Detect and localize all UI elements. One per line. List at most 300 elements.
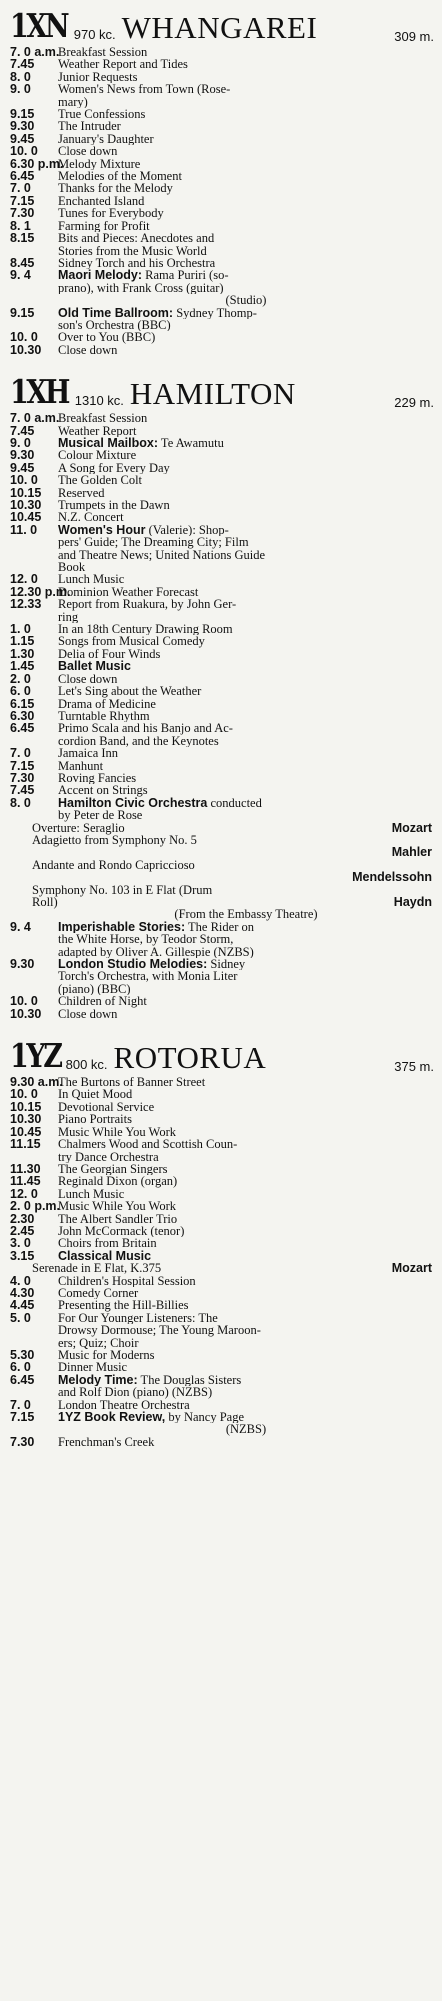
- station-name: ROTORUA: [113, 1040, 267, 1076]
- program-time: 7.45: [10, 423, 35, 438]
- program-feature-title: 1YZ Book Review,: [58, 1411, 166, 1424]
- program-row: [10, 1126, 434, 1138]
- program-row: [10, 474, 434, 486]
- program-description: Close down: [58, 343, 118, 357]
- program-time: [10, 1423, 58, 1435]
- program-time: 7. 0: [10, 1397, 31, 1412]
- program-time: 7.30: [10, 206, 35, 221]
- station-callsign: 1YZ: [10, 1036, 61, 1076]
- program-row: [10, 1225, 434, 1237]
- program-row: [10, 908, 434, 920]
- program-text: [58, 735, 434, 747]
- program-description: Comedy Corner: [58, 1286, 139, 1300]
- program-row: [10, 673, 434, 685]
- program-row: [10, 623, 434, 635]
- program-description: ring: [58, 610, 79, 624]
- program-text: [58, 232, 434, 244]
- program-text: [58, 1324, 434, 1336]
- program-row: [10, 58, 434, 70]
- program-description: Book: [58, 561, 86, 574]
- program-time: 7.30: [10, 770, 35, 785]
- program-time: 10.45: [10, 510, 42, 525]
- program-time: 9.30 a.m.: [10, 1075, 63, 1090]
- program-row: [10, 282, 434, 294]
- station-section: [10, 370, 434, 1020]
- program-row: [10, 1411, 434, 1423]
- program-description: Close down: [58, 1007, 118, 1021]
- program-description: try Dance Orchestra: [58, 1150, 159, 1163]
- program-description: Trumpets in the Dawn: [58, 499, 170, 512]
- station-wavelength: 229 m.: [394, 395, 434, 411]
- program-text: [58, 245, 434, 257]
- station-callsign: 1XH: [10, 372, 69, 412]
- station-name: WHANGAREI: [121, 10, 318, 45]
- program-description: Turntable Rhythm: [58, 709, 150, 723]
- program-row: [10, 809, 434, 821]
- program-time: 9.30: [10, 119, 35, 134]
- program-row: [10, 1337, 434, 1349]
- program-row: [10, 797, 434, 809]
- program-time: 7.45: [10, 783, 35, 798]
- program-row: [10, 46, 434, 58]
- program-description: Sidney: [207, 958, 246, 971]
- program-row: [10, 269, 434, 281]
- program-description: The Albert Sandler Trio: [58, 1212, 178, 1225]
- program-time: 4. 0: [10, 1273, 31, 1288]
- program-row: [10, 1151, 434, 1163]
- program-row: [10, 145, 434, 157]
- program-description: In an 18th Century Drawing Room: [58, 623, 233, 636]
- program-description: Weather Report: [58, 424, 137, 437]
- program-description: Junior Requests: [58, 70, 138, 84]
- station-frequency: 800 kc.: [65, 1057, 108, 1073]
- program-piece: Adagietto from Symphony No. 5: [32, 832, 197, 847]
- program-description: Frenchman's Creek: [58, 1435, 155, 1449]
- program-row: [10, 1113, 434, 1125]
- program-row: [10, 1138, 434, 1150]
- program-text: [58, 474, 434, 486]
- program-text: [58, 1008, 434, 1020]
- program-row: [10, 1361, 434, 1373]
- program-row: [10, 319, 434, 331]
- program-time: 5.30: [10, 1348, 35, 1362]
- program-row: [10, 524, 434, 536]
- program-text: [58, 1213, 434, 1225]
- program-time: [10, 809, 58, 821]
- program-text: [58, 83, 434, 95]
- program-composer: Haydn: [393, 895, 432, 909]
- program-row: [10, 1399, 434, 1411]
- program-description: Accent on Strings: [58, 784, 148, 797]
- program-time: 9. 0: [10, 435, 31, 450]
- program-time: 11.45: [10, 1174, 41, 1189]
- program-description: In Quiet Mood: [58, 1088, 133, 1101]
- program-text: [58, 1411, 434, 1423]
- program-time: 12. 0: [10, 1186, 38, 1201]
- program-text: [58, 1188, 434, 1200]
- program-row: [10, 1287, 434, 1299]
- program-time: 11. 0: [10, 522, 38, 537]
- station-section: [10, 4, 434, 356]
- program-description: mary): [58, 95, 88, 109]
- program-text: [58, 96, 434, 108]
- program-time: 1.30: [10, 646, 35, 661]
- program-text: [58, 958, 434, 970]
- program-row: [10, 648, 434, 660]
- program-text: [58, 71, 434, 83]
- program-description: Dinner Music: [58, 1361, 128, 1374]
- program-description: Children's Hospital Session: [58, 1274, 196, 1287]
- program-description: Lunch Music: [58, 1187, 125, 1201]
- program-composer: Mendelssohn: [352, 870, 432, 885]
- program-row: [10, 760, 434, 772]
- program-time: 1. 0: [10, 622, 31, 637]
- program-description: Sidney Torch and his Orchestra: [58, 256, 216, 270]
- program-text: [58, 307, 434, 319]
- program-row: [10, 1386, 434, 1398]
- program-text: [58, 1151, 434, 1163]
- program-description: Devotional Service: [58, 1100, 155, 1114]
- program-description: Sydney Thomp-: [173, 306, 257, 319]
- station-header: [10, 370, 434, 410]
- program-row: [10, 710, 434, 722]
- station-name: HAMILTON: [129, 376, 296, 412]
- program-row: [10, 207, 434, 219]
- program-time: 6.45: [10, 1372, 35, 1387]
- program-row: [10, 611, 434, 623]
- program-row: [10, 1423, 434, 1435]
- program-piece: [32, 871, 352, 883]
- station-wavelength: 309 m.: [394, 29, 434, 44]
- program-text: [58, 1163, 434, 1175]
- program-time: 7.30: [10, 1434, 35, 1449]
- station-callsign: 1XN: [10, 6, 68, 45]
- program-time: 7. 0 a.m.: [10, 45, 60, 59]
- program-time: 9.15: [10, 305, 35, 320]
- program-description: Music While You Work: [58, 1200, 176, 1213]
- program-description: The Intruder: [58, 120, 121, 133]
- program-row: [10, 1312, 434, 1324]
- program-description: Drowsy Dormouse; The Young Maroon-: [58, 1324, 261, 1337]
- program-description: Reginald Dixon (organ): [58, 1175, 178, 1188]
- program-time: 10.30: [10, 1112, 42, 1127]
- program-row: [10, 698, 434, 710]
- program-text: [58, 1399, 434, 1411]
- program-detail-row: [10, 834, 434, 846]
- program-description: N.Z. Concert: [58, 511, 124, 524]
- program-description: London Theatre Orchestra: [58, 1398, 190, 1412]
- program-description: Te Awamutu: [158, 436, 224, 450]
- program-detail-row: [10, 871, 434, 883]
- program-text: [58, 487, 434, 499]
- program-description: pers' Guide; The Dreaming City; Film: [58, 536, 249, 549]
- program-time: 9.30: [10, 448, 35, 463]
- program-piece: Serenade in E Flat, K.375: [32, 1261, 162, 1276]
- program-row: [10, 511, 434, 523]
- program-time: 6.45: [10, 721, 35, 736]
- program-row: [10, 586, 434, 598]
- program-time: 9. 4: [10, 268, 31, 283]
- program-text: [58, 1101, 434, 1113]
- program-feature-title: Classical Music: [58, 1249, 152, 1263]
- program-composer: [432, 884, 434, 896]
- program-time: 7.15: [10, 758, 35, 773]
- program-text: [58, 425, 434, 437]
- program-text: [58, 1200, 434, 1212]
- program-detail-row: [10, 884, 434, 896]
- program-time: [10, 1386, 58, 1398]
- program-time: 12.33: [10, 597, 42, 612]
- program-time: 7.15: [10, 1410, 35, 1425]
- program-row: [10, 660, 434, 672]
- station-wavelength: 375 m.: [394, 1059, 434, 1075]
- program-text: [58, 586, 434, 598]
- program-text: [58, 462, 434, 474]
- program-text: [58, 1088, 434, 1100]
- program-description: Delia of Four Winds: [58, 647, 161, 661]
- program-text: [58, 145, 434, 157]
- program-text: [58, 809, 434, 821]
- program-time: 12.30 p.m.: [10, 584, 71, 599]
- program-text: [58, 1361, 434, 1373]
- program-piece: Overture: Seraglio: [32, 820, 125, 835]
- program-row: [10, 462, 434, 474]
- program-time: 6. 0: [10, 1360, 31, 1375]
- program-description: Colour Mixture: [58, 449, 137, 462]
- program-text: [58, 933, 434, 945]
- program-description: Piano Portraits: [58, 1113, 132, 1126]
- program-text: [58, 760, 434, 772]
- program-text: [58, 1436, 434, 1448]
- program-text: [58, 207, 434, 219]
- program-text: [58, 220, 434, 232]
- program-description: Jamaica Inn: [58, 747, 119, 760]
- program-description: The Rider on: [185, 920, 254, 934]
- program-row: [10, 1088, 434, 1100]
- station-section: [10, 1034, 434, 1448]
- program-text: [58, 1225, 434, 1237]
- program-text: [58, 331, 434, 343]
- program-description: Melodies of the Moment: [58, 170, 182, 183]
- program-row: [10, 1349, 434, 1361]
- program-time: 1.45: [10, 659, 35, 674]
- program-feature-title: Ballet Music: [58, 660, 131, 673]
- program-text: [58, 970, 434, 982]
- program-row: [10, 96, 434, 108]
- program-row: [10, 1175, 434, 1187]
- program-time: 10.15: [10, 485, 42, 500]
- program-piece: Andante and Rondo Capriccioso: [32, 857, 195, 872]
- program-description: Roving Fancies: [58, 771, 137, 785]
- program-row: [10, 437, 434, 449]
- program-piece: Roll): [32, 895, 58, 909]
- program-row: [10, 1188, 434, 1200]
- program-text: [58, 983, 434, 995]
- program-text: [58, 1126, 434, 1138]
- program-description: Songs from Musical Comedy: [58, 635, 205, 648]
- program-text: [58, 921, 434, 933]
- program-row: [10, 1436, 434, 1448]
- program-text: [58, 449, 434, 461]
- program-description: Close down: [58, 672, 118, 686]
- program-composer: Mahler: [391, 845, 432, 860]
- program-text: [58, 294, 434, 306]
- program-text: [58, 1138, 434, 1150]
- program-text: [58, 995, 434, 1007]
- program-description: Melody Mixture: [58, 157, 141, 171]
- program-time: [10, 908, 58, 920]
- program-description: adapted by Oliver A. Gillespie (NZBS): [58, 945, 254, 959]
- program-description: Women's News from Town (Rose-: [58, 83, 231, 96]
- program-text: [58, 561, 434, 573]
- program-text: [58, 282, 434, 294]
- program-description: Primo Scala and his Banjo and Ac-: [58, 722, 233, 735]
- program-row: [10, 747, 434, 759]
- program-description: Rama Puriri (so-: [142, 269, 229, 282]
- program-description: prano), with Frank Cross (guitar): [58, 281, 224, 295]
- program-row: [10, 1008, 434, 1020]
- program-row: [10, 170, 434, 182]
- program-description: Close down: [58, 145, 118, 158]
- program-text: [58, 747, 434, 759]
- program-text: [58, 1299, 434, 1311]
- program-feature-title: London Studio Melodies:: [58, 958, 208, 971]
- program-time: 7. 0: [10, 181, 31, 196]
- program-time: 7. 0 a.m.: [10, 411, 60, 426]
- program-text: [58, 1113, 434, 1125]
- program-text: [58, 908, 434, 920]
- program-text: [58, 257, 434, 269]
- program-time: 9. 4: [10, 919, 31, 934]
- program-text: [58, 46, 434, 58]
- program-description: (From the Embassy Theatre): [174, 908, 318, 921]
- station-frequency: 970 kc.: [73, 27, 116, 42]
- program-detail-row: [10, 846, 434, 858]
- program-row: [10, 220, 434, 232]
- program-row: [10, 561, 434, 573]
- program-row: [10, 946, 434, 958]
- program-feature-title: Imperishable Stories:: [58, 920, 186, 934]
- program-row: [10, 1237, 434, 1249]
- program-row: [10, 344, 434, 356]
- program-text: [58, 685, 434, 697]
- program-feature-title: Hamilton Civic Orchestra: [58, 796, 208, 810]
- program-text: [58, 195, 434, 207]
- program-feature-title: Maori Melody:: [58, 269, 143, 282]
- station-frequency: 1310 kc.: [74, 393, 124, 409]
- program-description: Lunch Music: [58, 573, 125, 586]
- program-description: The Golden Colt: [58, 474, 143, 487]
- program-description: cordion Band, and the Keynotes: [58, 734, 219, 748]
- program-row: [10, 232, 434, 244]
- program-row: [10, 1275, 434, 1287]
- program-description: Let's Sing about the Weather: [58, 685, 202, 698]
- program-row: [10, 158, 434, 170]
- program-description: John McCormack (tenor): [58, 1224, 185, 1238]
- program-time: 7.45: [10, 57, 35, 72]
- program-time: 6.30 p.m.: [10, 156, 64, 171]
- program-time: 2.45: [10, 1223, 35, 1238]
- program-description: ers; Quiz; Choir: [58, 1336, 139, 1349]
- program-row: [10, 71, 434, 83]
- program-description: Weather Report and Tides: [58, 58, 188, 71]
- program-time: 6. 0: [10, 684, 31, 699]
- program-composer: Mozart: [391, 1261, 432, 1276]
- program-description: Enchanted Island: [58, 194, 145, 208]
- program-detail-row: [10, 1262, 434, 1274]
- program-time: 8. 0: [10, 69, 31, 84]
- program-text: [58, 673, 434, 685]
- program-time: 9.30: [10, 957, 35, 972]
- program-description: by Peter de Rose: [58, 809, 143, 822]
- program-time: 2. 0 p.m.: [10, 1199, 61, 1214]
- program-row: [10, 195, 434, 207]
- program-row: [10, 983, 434, 995]
- program-text: [58, 611, 434, 623]
- program-row: [10, 958, 434, 970]
- program-time: 8. 0: [10, 795, 31, 810]
- program-feature-title: Melody Time:: [58, 1373, 138, 1387]
- program-row: [10, 331, 434, 343]
- program-text: [58, 549, 434, 561]
- program-time: 9.45: [10, 460, 35, 475]
- program-row: [10, 449, 434, 461]
- program-text: [58, 1386, 434, 1398]
- program-time: [10, 970, 58, 982]
- program-detail-row: [10, 896, 434, 908]
- program-text: [58, 511, 434, 523]
- program-text: [58, 1312, 434, 1324]
- program-feature-title: Women's Hour: [58, 523, 146, 537]
- program-row: [10, 1374, 434, 1386]
- program-row: [10, 536, 434, 548]
- program-time: 2. 0: [10, 671, 31, 686]
- program-row: [10, 1163, 434, 1175]
- program-text: [58, 1175, 434, 1187]
- program-text: [58, 158, 434, 170]
- program-time: 5. 0: [10, 1310, 31, 1325]
- program-time: 10.30: [10, 498, 42, 512]
- program-row: [10, 245, 434, 257]
- program-description: by Nancy Page: [165, 1411, 245, 1424]
- program-description: Stories from the Music World: [58, 244, 207, 257]
- program-text: [58, 623, 434, 635]
- program-text: [58, 499, 434, 511]
- program-time: [10, 536, 58, 548]
- program-text: [58, 722, 434, 734]
- program-composer: [432, 859, 434, 871]
- program-row: [10, 307, 434, 319]
- program-row: [10, 425, 434, 437]
- program-piece: [32, 846, 392, 858]
- program-text: [58, 660, 434, 672]
- program-description: A Song for Every Day: [58, 461, 170, 475]
- program-description: Music for Moderns: [58, 1349, 155, 1362]
- program-description: Breakfast Session: [58, 412, 148, 425]
- program-time: 10.30: [10, 342, 42, 357]
- program-text: [58, 1237, 434, 1249]
- program-row: [10, 133, 434, 145]
- program-description: (Studio): [225, 294, 267, 307]
- program-text: [58, 170, 434, 182]
- program-row: [10, 1076, 434, 1088]
- program-description: January's Daughter: [58, 132, 154, 146]
- program-text: [58, 1423, 434, 1435]
- program-text: [58, 784, 434, 796]
- program-time: 8.15: [10, 231, 35, 246]
- program-time: 3. 0: [10, 1236, 31, 1251]
- program-text: [58, 648, 434, 660]
